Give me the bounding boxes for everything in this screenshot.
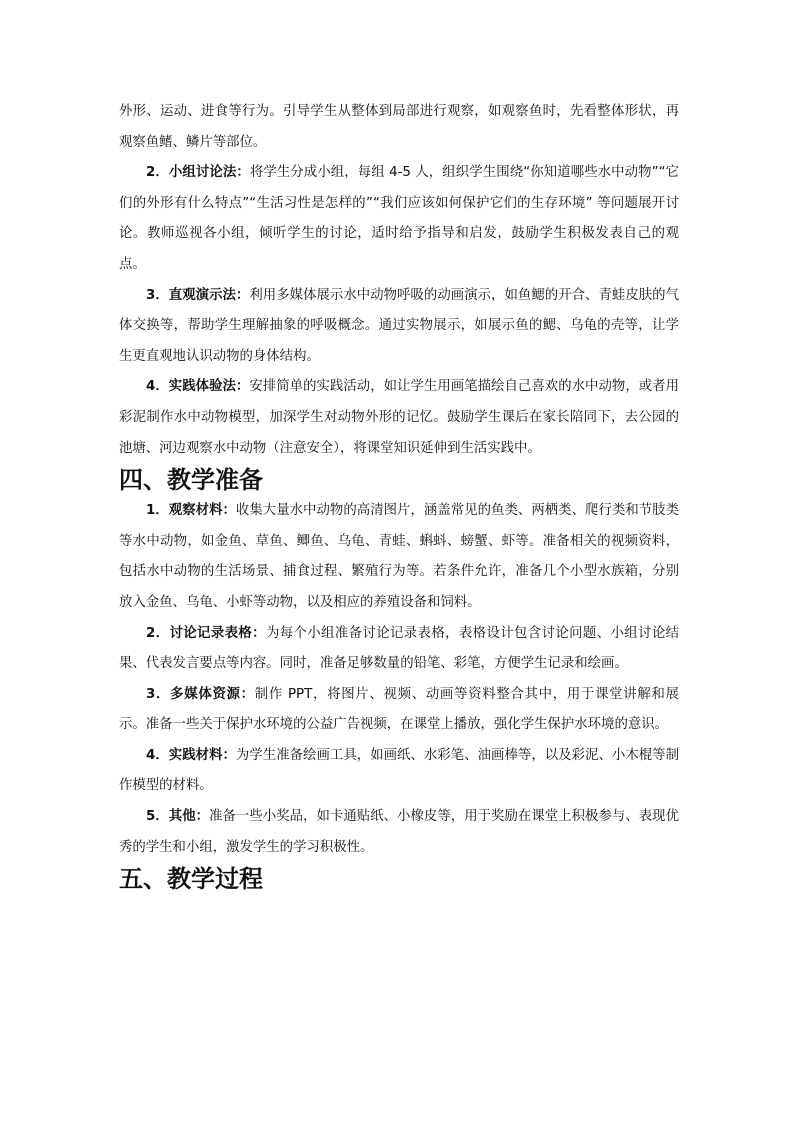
method-4-lead: 4．实践体验法：	[146, 379, 250, 395]
prep-4-lead: 4．实践材料：	[146, 747, 236, 763]
method-1-continuation: 外形、运动、进食等行为。引导学生从整体到局部进行观察，如观察鱼时，先看整体形状，再观察鱼鳍、鳞片等部位。	[119, 104, 679, 150]
prep-5-paragraph	[119, 802, 679, 863]
prep-2-lead: 2．讨论记录表格：	[146, 625, 266, 641]
document-page	[119, 97, 679, 895]
prep-5-text: 准备一些小奖品，如卡通贴纸、小橡皮等，用于奖励在课堂上积极参与、表现优秀的学生和小组，激发学生的学习积极性。	[119, 809, 680, 855]
section-heading-preparation: 四、教学准备	[119, 466, 263, 495]
section-heading-process: 五、教学过程	[119, 865, 263, 894]
method-3-text: 利用多媒体展示水中动物呼吸的动画演示，如鱼鳃的开合、青蛙皮肤的气体交换等，帮助学生理解抽象的呼吸概念。通过实物展示，如展示鱼的鳃、乌龟的壳等，让学生更直观地认识动物的身体结构。	[119, 287, 679, 364]
prep-3-lead: 3．多媒体资源：	[146, 686, 255, 702]
prep-2-text: 为每个小组准备讨论记录表格，表格设计包含讨论问题、小组讨论结果、代表发言要点等内容。同时，准备足够数量的铅笔、彩笔，方便学生记录和绘画。	[119, 625, 680, 672]
method-3-paragraph	[119, 281, 679, 373]
prep-1-lead: 1．观察材料：	[146, 503, 236, 519]
method-2-lead: 2．小组讨论法：	[146, 165, 250, 181]
prep-5-lead: 5．其他：	[146, 809, 210, 825]
prep-1-text: 收集大量水中动物的高清图片，涵盖常见的鱼类、两栖类、爬行类和节肢类等水中动物，如金鱼、草鱼、鲫鱼、乌龟、青蛙、蝌蚪、螃蟹、虾等。准备相关的视频资料，包括水中动物的生活场景、捕食过程、繁殖行为等。若条件允许，准备几个小型水族箱，分别放入金鱼、乌龟、小虾等动物，以及相应的养殖设备和饲料。	[119, 503, 679, 610]
method-3-lead: 3．直观演示法：	[146, 287, 250, 303]
prep-4-paragraph	[119, 741, 679, 802]
prep-3-text: 制作 PPT，将图片、视频、动画等资料整合其中，用于课堂讲解和展示。准备一些关于保护水环境的公益广告视频，在课堂上播放，强化学生保护水环境的意识。	[119, 686, 679, 733]
method-2-text: 将学生分成小组，每组 4-5 人，组织学生围绕“你知道哪些水中动物”“它们的外形有什么特点”“生活习性是怎样的”“我们应该如何保护它们的生存环境” 等问题展开讨论。教师巡视各小组，倾听学生的讨论，适时给予指导和启发，鼓励学生积极发表自己的观点。	[119, 165, 679, 272]
prep-2-paragraph	[119, 619, 679, 680]
method-4-paragraph	[119, 372, 679, 464]
prep-3-paragraph	[119, 680, 679, 741]
prep-4-text: 为学生准备绘画工具，如画纸、水彩笔、油画棒等，以及彩泥、小木棍等制作模型的材料。	[119, 747, 679, 794]
method-2-paragraph	[119, 158, 679, 280]
method-4-text: 安排简单的实践活动，如让学生用画笔描绘自己喜欢的水中动物，或者用彩泥制作水中动物模型，加深学生对动物外形的记忆。鼓励学生课后在家长陪同下，去公园的池塘、河边观察水中动物（注意安全），将课堂知识延伸到生活实践中。	[119, 379, 679, 456]
prep-1-paragraph	[119, 496, 679, 618]
